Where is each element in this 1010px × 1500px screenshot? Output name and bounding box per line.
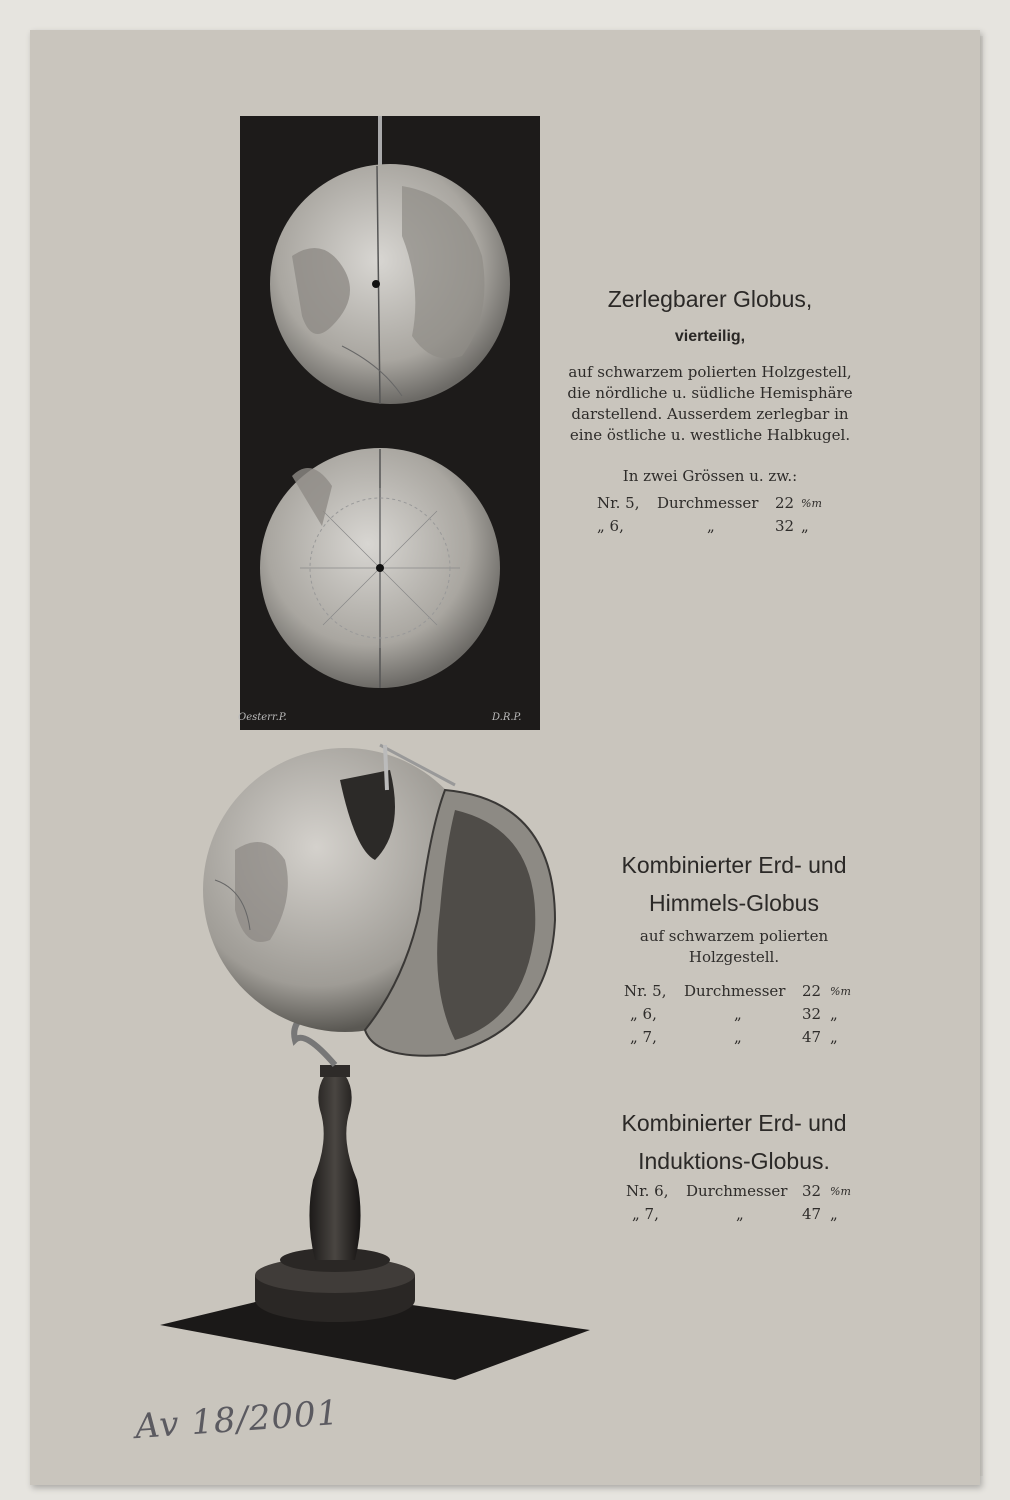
patent-label-germany: D.R.P. <box>492 712 522 723</box>
table-row: Nr. 5, Durchmesser 22 %m <box>624 982 851 1000</box>
section1-description: auf schwarzem polierten Holzgestell, die nördliche u. südliche Hemisphäre darstellend. Ausserdem zerlegbar in eine östliche u. westliche Halbkugel. <box>567 363 853 444</box>
handwritten-inventory-note: Av 18/2001 <box>133 1392 341 1448</box>
table-row: „ 7, „ 47 „ <box>632 1205 838 1223</box>
table-row: „ 7, „ 47 „ <box>630 1028 838 1046</box>
stand-pedestal <box>309 1075 360 1260</box>
section2-title: Kombinierter Erd- und Himmels-Globus <box>621 852 847 916</box>
northern-hemisphere-globe <box>270 164 510 404</box>
table-row: „ 6, „ 32 „ <box>630 1005 838 1023</box>
table-row: „ 6, „ 32 „ <box>597 517 809 535</box>
section3-title: Kombinierter Erd- und Induktions-Globus. <box>621 1110 847 1174</box>
section1-title: Zerlegbarer Globus, <box>607 286 813 312</box>
section2-size-table <box>624 982 884 1051</box>
section1-subtitle: vierteilig, <box>674 328 746 345</box>
combined-globe-photo <box>155 740 595 1380</box>
patent-label-austria: Oesterr.P. <box>238 712 287 723</box>
section3-size-table <box>626 1182 886 1228</box>
table-row: Nr. 6, Durchmesser 32 %m <box>626 1182 851 1200</box>
section1-size-table <box>597 494 857 540</box>
section1-sizes-intro: In zwei Grössen u. zw.: <box>622 467 798 485</box>
hemispheres-photo <box>232 116 542 730</box>
southern-hemisphere-globe <box>260 448 500 688</box>
table-row: Nr. 5, Durchmesser 22 %m <box>597 494 822 512</box>
section2-description: auf schwarzem polierten Holzgestell. <box>639 927 829 966</box>
